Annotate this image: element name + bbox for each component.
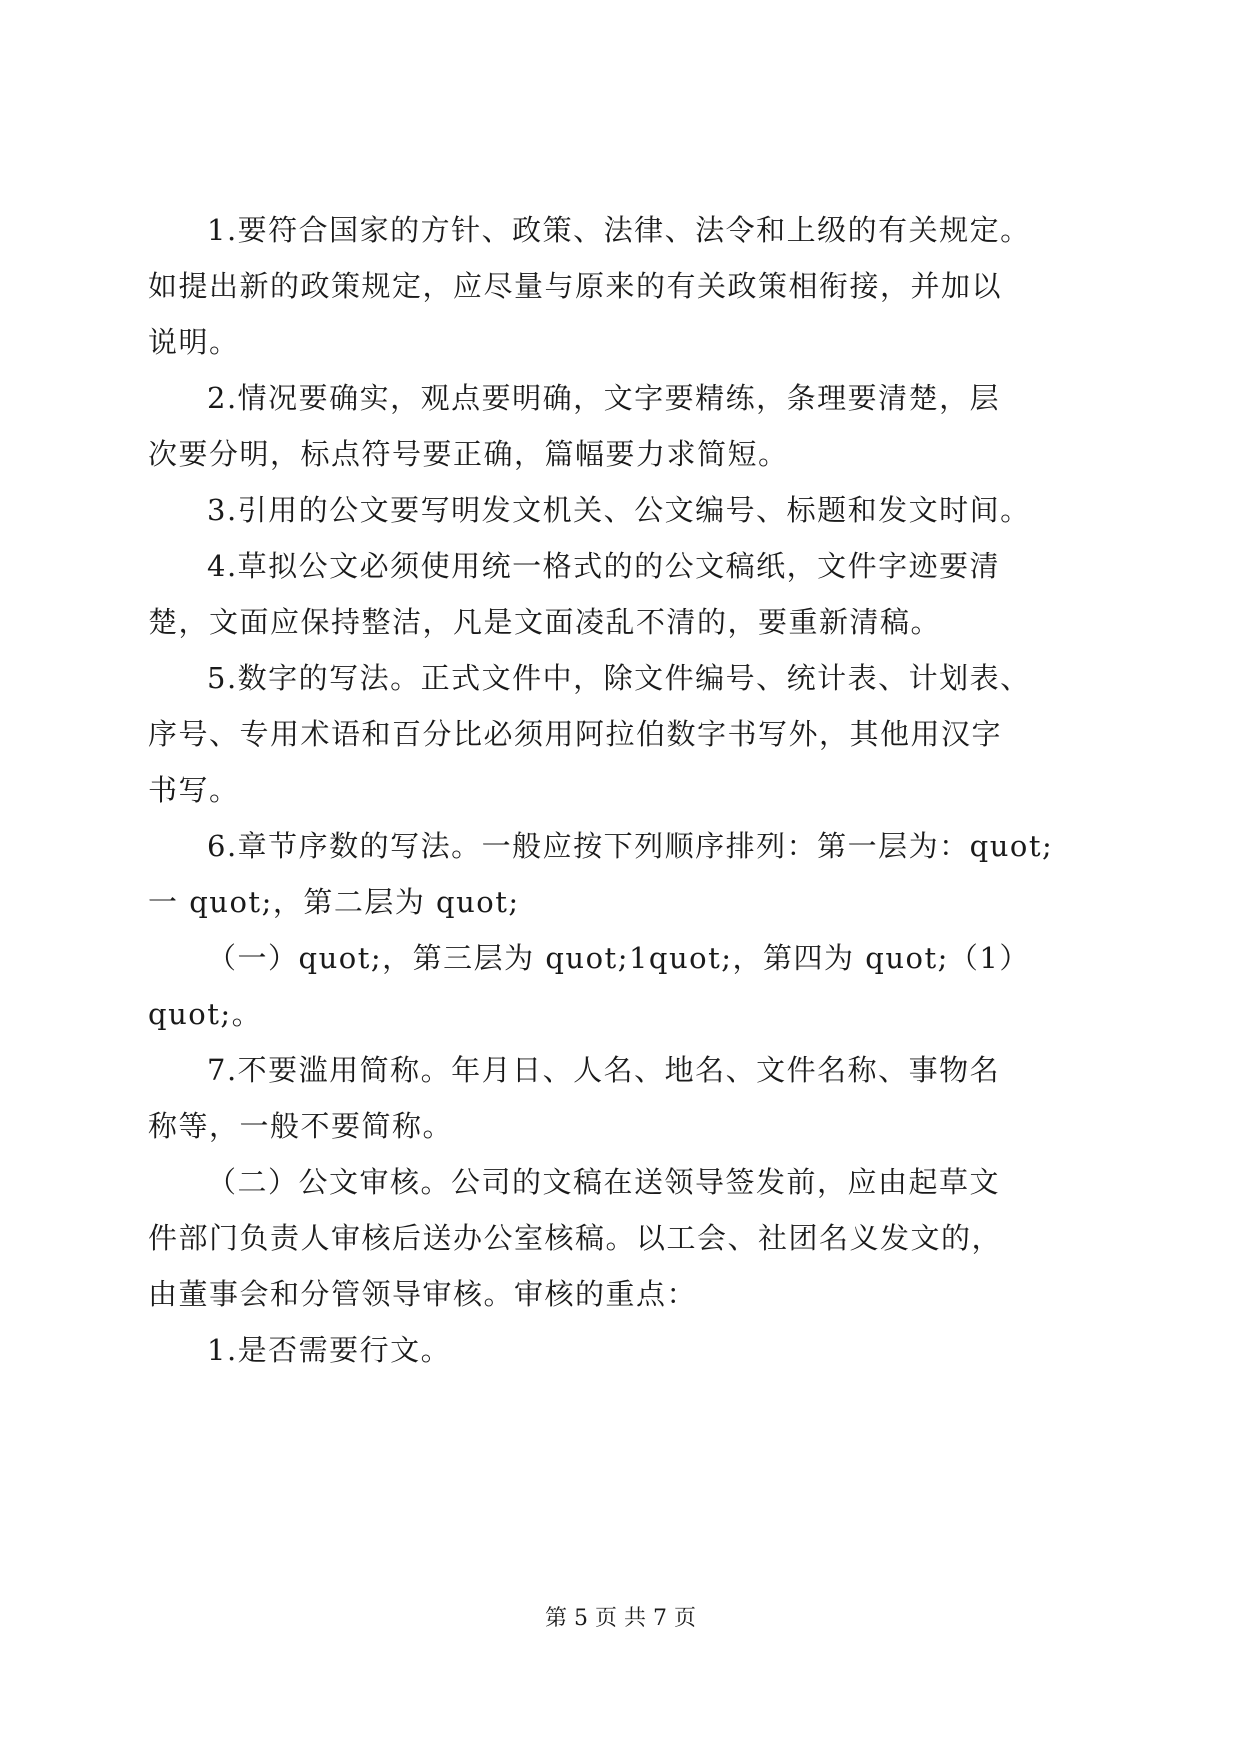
paragraph-8-line-1: 7.不要滥用简称。年月日、人名、地名、文件名称、事物名 — [207, 1053, 1001, 1087]
paragraph-4-line-1: 4.草拟公文必须使用统一格式的的公文稿纸，文件字迹要清 — [207, 549, 1001, 583]
paragraph-5-line-3: 书写。 — [148, 773, 240, 807]
paragraph-10-line-1: 1.是否需要行文。 — [207, 1333, 452, 1367]
paragraph-7-line-1: （一）quot;，第三层为 quot;1quot;，第四为 quot;（1） — [207, 941, 1030, 975]
paragraph-3-line-1: 3.引用的公文要写明发文机关、公文编号、标题和发文时间。 — [207, 493, 1031, 527]
paragraph-7-line-2: quot;。 — [148, 997, 263, 1031]
paragraph-8-line-2: 称等，一般不要简称。 — [148, 1109, 454, 1143]
paragraph-9-line-1: （二）公文审核。公司的文稿在送领导签发前，应由起草文 — [207, 1165, 1001, 1199]
paragraph-1-line-3: 说明。 — [148, 325, 240, 359]
page-number-footer: 第 5 页 共 7 页 — [545, 1606, 696, 1631]
paragraph-1-line-1: 1.要符合国家的方针、政策、法律、法令和上级的有关规定。 — [207, 213, 1031, 247]
paragraph-1-line-2: 如提出新的政策规定，应尽量与原来的有关政策相衔接，并加以 — [148, 269, 1003, 303]
paragraph-4-line-2: 楚，文面应保持整洁，凡是文面凌乱不清的，要重新清稿。 — [148, 605, 942, 639]
paragraph-6-line-1: 6.章节序数的写法。一般应按下列顺序排列：第一层为：quot; — [207, 829, 1054, 863]
paragraph-2-line-1: 2.情况要确实，观点要明确，文字要精练，条理要清楚，层 — [207, 381, 1001, 415]
paragraph-9-line-2: 件部门负责人审核后送办公室核稿。以工会、社团名义发文的， — [148, 1221, 1003, 1255]
paragraph-9-line-3: 由董事会和分管领导审核。审核的重点： — [148, 1277, 698, 1311]
paragraph-2-line-2: 次要分明，标点符号要正确，篇幅要力求简短。 — [148, 437, 789, 471]
paragraph-6-line-2: 一 quot;，第二层为 quot; — [148, 885, 520, 919]
paragraph-5-line-2: 序号、专用术语和百分比必须用阿拉伯数字书写外，其他用汉字 — [148, 717, 1003, 751]
paragraph-5-line-1: 5.数字的写法。正式文件中，除文件编号、统计表、计划表、 — [207, 661, 1031, 695]
